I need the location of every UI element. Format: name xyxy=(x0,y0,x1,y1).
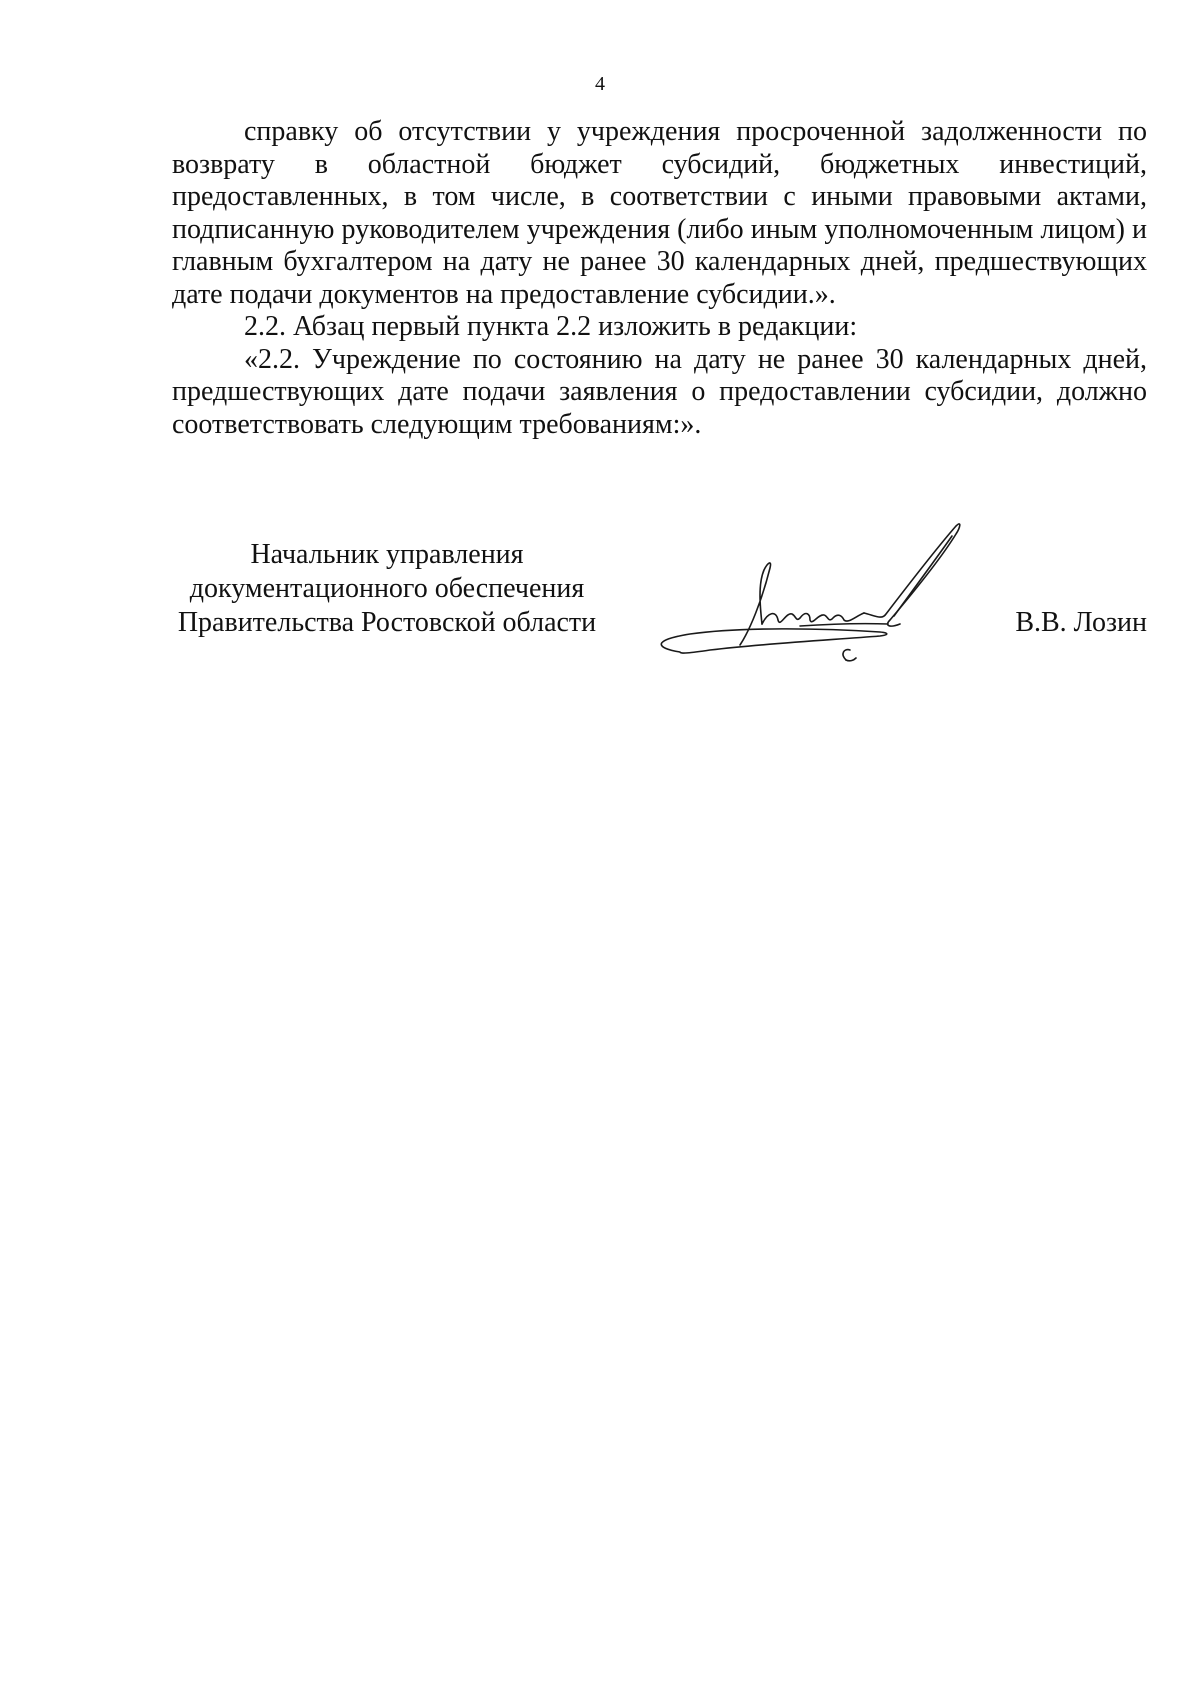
document-body xyxy=(172,116,1147,441)
signer-position-line: Начальник управления xyxy=(250,539,524,570)
signer-name: В.В. Лозин xyxy=(1015,607,1147,638)
signer-position xyxy=(172,538,602,640)
paragraph-certificate: справку об отсутствии у учреждения просроченной задолженности по возврату в областной бюджет субсидий, бюджетных инвестиций, предоставленных, в том числе, в соответствии с иными правовыми актами, подписанную руководителем учреждения (либо иным уполномоченным лицом) и главным бухгалтером на дату не ранее 30 календарных дней, предшествующих дате подачи документов на предоставление субсидии.». xyxy=(172,116,1147,310)
paragraph-amendment-2-2: 2.2. Абзац первый пункта 2.2 изложить в редакции: xyxy=(244,311,858,342)
page-number: 4 xyxy=(595,73,605,95)
handwritten-signature xyxy=(650,520,980,680)
paragraph-requirements-quote: «2.2. Учреждение по состоянию на дату не ранее 30 календарных дней, предшествующих дате подачи заявления о предоставлении субсидии, должно соответствовать следующим требованиям:». xyxy=(172,343,1147,440)
signer-position-line: документационного обеспечения xyxy=(189,573,585,604)
signer-position-line: Правительства Ростовской области xyxy=(177,607,597,638)
